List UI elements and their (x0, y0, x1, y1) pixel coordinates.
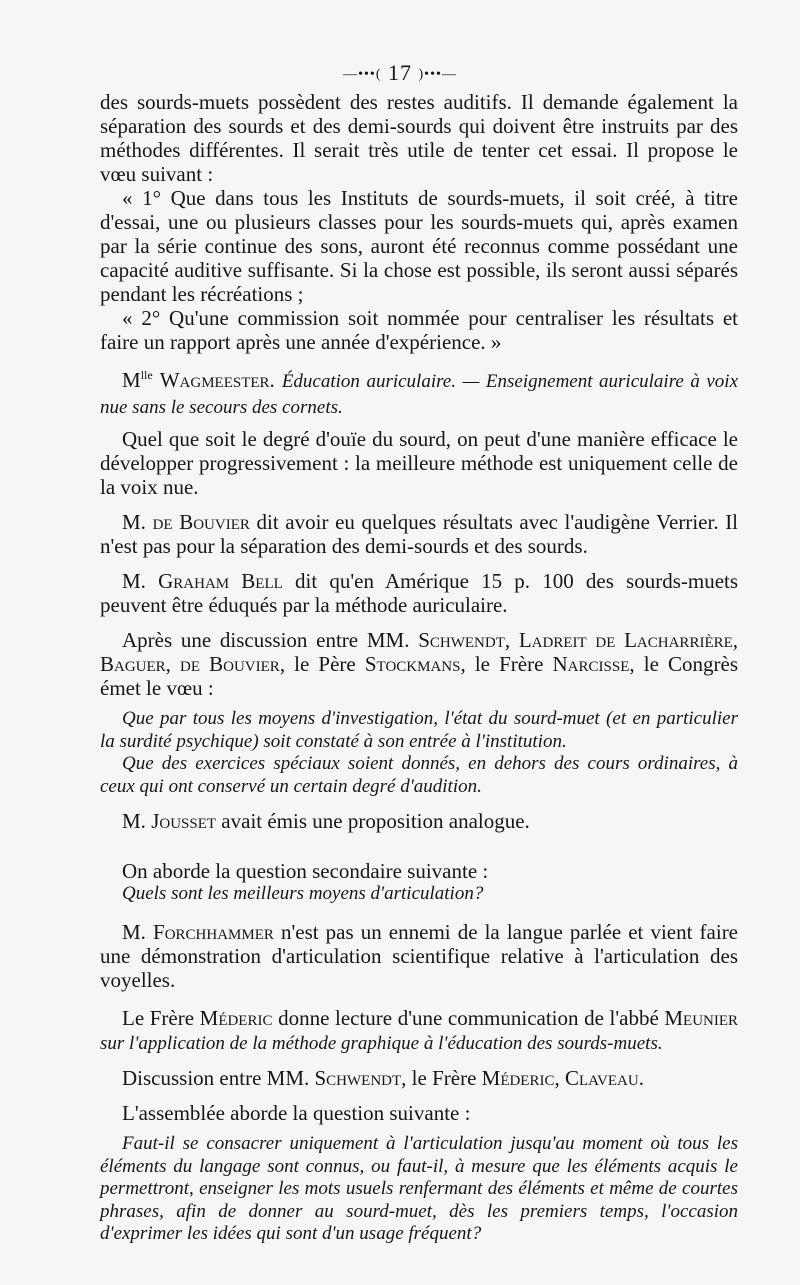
paragraph-13-question: Quels sont les meilleurs moyens d'articulation? (122, 883, 484, 904)
paper-title: Éducation auriculaire. — Enseignement auriculaire à voix nue sans le secours des cornets. (100, 371, 739, 418)
prefix: M. (122, 569, 146, 593)
communication-title: sur l'application de la méthode graphique à l'éducation des sourds-muets. (100, 1032, 663, 1054)
text: , le Frère (460, 652, 544, 676)
paragraph-5: Quel que soit le degré d'ouïe du sourd, on peut d'une manière efficace le développer progressivement : la meilleure méthode est uniquement celle de la voix nue. (100, 427, 738, 499)
paragraph-3-vow-2: « 2° Qu'une commission soit nommée pour centraliser les résultats et faire un rapport après une année d'expérience. » (100, 306, 738, 354)
text: , (732, 628, 739, 652)
paragraph-14-forchhammer (100, 920, 738, 992)
name: Méderic (481, 1066, 555, 1090)
name: Meunier (664, 1005, 739, 1030)
paragraph-15-mederic (100, 1006, 738, 1056)
text: , le Frère (401, 1066, 477, 1090)
text: n'est pas un ennemi de la langue parlée et vient faire une démonstration d'articulation scientifique relative à l'articulation des voyelles. (100, 919, 739, 992)
text: , (504, 628, 511, 652)
text: donne lecture d'une communication de l'abbé (278, 1005, 659, 1030)
paragraph-2-vow-1: « 1° Que dans tous les Instituts de sourds-muets, il soit créé, à titre d'essai, une ou plusieurs classes pour les sourds-muets qui, après examen par la série continue des sons, auront été reconnus comme possédant une capacité auditive suffisante. Si la chose est possible, ils seront aussi séparés pendant les récréations ; (100, 186, 738, 306)
prefix: M. (122, 919, 146, 944)
paragraph-18-question: Faut-il se consacrer uniquement à l'articulation jusqu'au moment où tous les éléments du langage sont connus, ou faut-il, à mesure que les éléments acquis le permettront, enseigner les mots usuels renfermant des éléments et même de courtes phrases, afin de donner au sourd-muet, dès les premiers temps, l'occasion d'exprimer les idées qui sont d'un usage fréquent? (100, 1133, 738, 1244)
name: Stockmans (364, 652, 461, 676)
paragraph-7-bell (100, 569, 738, 617)
text: dit avoir eu quelques résultats avec l'audigène Verrier. Il n'est pas pour la séparation des demi-sourds et des sourds. (100, 510, 739, 558)
name: Schwendt (314, 1066, 402, 1090)
text: Discussion entre MM. (122, 1066, 310, 1090)
speaker-name: Forchhammer (153, 919, 274, 944)
speaker-name: Graham Bell (158, 569, 283, 593)
name: Claveau (564, 1066, 639, 1090)
text: dit qu'en Amérique 15 p. 100 des sourds-muets peuvent être éduqués par la méthode auriculaire. (100, 569, 739, 617)
text: Le Frère (122, 1005, 195, 1030)
name: de Bouvier (180, 652, 280, 676)
text: , (554, 1066, 560, 1090)
paragraph-1: des sourds-muets possèdent des restes auditifs. Il demande également la séparation des sourds et des demi-sourds qui doivent être instruits par des méthodes différentes. Il serait très utile de tenter cet essai. Il propose le vœu suivant : (100, 90, 738, 186)
text: avait émis une proposition analogue. (221, 809, 530, 833)
prefix: M. (122, 510, 146, 534)
paragraph-17: L'assemblée aborde la question suivante : (122, 1101, 471, 1125)
text: , le Père (279, 652, 356, 676)
name: Méderic (199, 1005, 273, 1030)
name: Narcisse (552, 652, 630, 676)
prefix: M. (122, 809, 146, 833)
speaker-sup: lle (140, 368, 153, 382)
page-number: 17 (388, 60, 412, 85)
paragraph-8-discussion (100, 628, 738, 700)
text: Après une discussion entre MM. (122, 628, 410, 652)
text: . (638, 1066, 644, 1090)
paragraph-16-discussion (100, 1066, 738, 1090)
paragraph-6-bouvier (100, 510, 738, 558)
text: , le Congrès émet le vœu : (100, 652, 738, 700)
paragraph-12: On aborde la question secondaire suivante : (122, 859, 489, 883)
speaker-name: de Bouvier (152, 510, 250, 534)
speaker-name: Jousset (151, 809, 217, 833)
header-ornament-right: )•••— (418, 66, 457, 82)
speaker-name: Wagmeester. (159, 368, 275, 392)
paragraph-9-vow: Que par tous les moyens d'investigation, l'état du sourd-muet (et en particulier la surdité psychique) soit constaté à son entrée à l'institution. (100, 708, 738, 752)
paragraph-11-jousset (100, 809, 738, 833)
text: , (165, 652, 171, 676)
name: Ladreit de Lacharrière (518, 628, 733, 652)
paragraph-4-wagmeester (100, 368, 738, 419)
page-header (0, 60, 800, 86)
name: Schwendt (418, 628, 505, 652)
paragraph-10-vow: Que des exercices spéciaux soient donnés, en dehors des cours ordinaires, à ceux qui ont conservé un certain degré d'audition. (100, 753, 738, 797)
header-ornament-left: —•••( (343, 66, 382, 82)
name: Baguer (100, 652, 166, 676)
page-body (100, 90, 738, 1246)
speaker-prefix: M (122, 368, 141, 392)
